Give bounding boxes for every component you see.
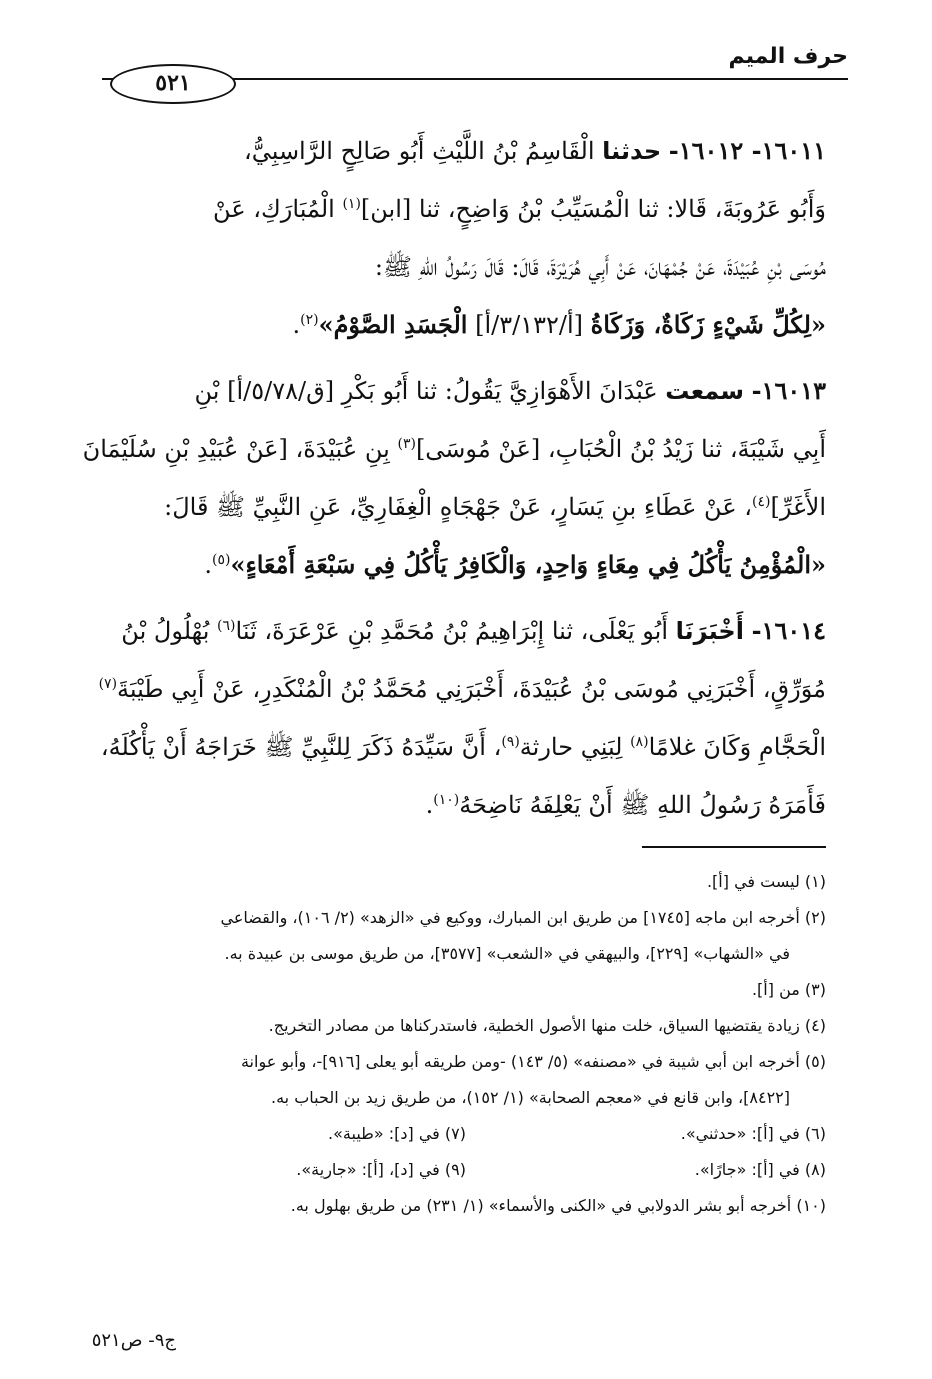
chapter-title: حرف الميم <box>728 44 848 69</box>
footnote-ref: (١٠) <box>433 792 460 808</box>
text-segment: لِبَنِي حارثة <box>519 733 623 761</box>
page-header <box>40 30 848 96</box>
text-segment: الْقَاسِمُ بْنُ اللَّيْثِ أَبُو صَالِحٍ الرَّاسِبِيُّ، <box>243 137 595 165</box>
hadith-number: ١٦٠١٤- <box>751 616 826 645</box>
prophetic-saying: «لِكُلِّ شَيْءٍ زَكَاةٌ، وَزَكَاةُ <box>590 310 826 339</box>
text-segment: مُوسَى بْنِ عُبَيْدَةَ، عَنْ جُمْهَانَ، عَنْ أَبِي هُرَيْرَةَ، قَالَ: قَالَ رَسُولُ اللهِ ﷺ: <box>374 253 826 281</box>
main-text <box>52 122 826 842</box>
text-segment: الْمُبَارَكِ، عَنْ <box>213 195 335 223</box>
footnote-ref: (٩) <box>501 734 520 750</box>
footnote-row <box>52 1152 826 1188</box>
manuscript-ref: [أ/٣/١٣٢/أ] <box>475 311 583 339</box>
text-segment: . <box>292 311 301 339</box>
footnote-ref: (٢) <box>300 312 319 328</box>
footnote-2-continued: في «الشهاب» [٢٢٩]، والبيهقي في «الشعب» [٣٥٧٧]، من طريق موسى بن عبيدة به. <box>224 944 790 963</box>
footnote-separator <box>642 846 826 848</box>
footnote-3: (٣) من [أ]. <box>751 980 826 999</box>
text-segment: . <box>425 791 434 819</box>
footnote-ref: (٨) <box>630 734 649 750</box>
footnotes <box>52 864 826 1224</box>
footnote-5-continued: [٨٤٢٢]، وابن قانع في «معجم الصحابة» (١/ ١٥٢)، من طريق زيد بن الحباب به. <box>271 1088 790 1107</box>
footnote-1: (١) ليست في [أ]. <box>706 872 826 891</box>
narration-keyword: سمعت <box>665 377 744 405</box>
footnote-ref: (٧) <box>98 676 118 692</box>
footnote-ref: (٦) <box>217 618 236 634</box>
text-segment: ، عَنْ عَطَاءِ بنِ يَسَارٍ، عَنْ جَهْجَاهٍ الْغِفَارِيِّ، عَنِ النَّبِيِّ ﷺ قَالَ: <box>164 493 753 521</box>
footnote-6: (٦) في [أ]: «حدثني». <box>680 1124 826 1143</box>
hadith-number: ١٦٠١١- ١٦٠١٢- <box>668 136 826 165</box>
footnote-8: (٨) في [أ]: «جارًا». <box>694 1160 826 1179</box>
footnote-10: (١٠) أخرجه أبو بشر الدولابي في «الكنى والأسماء» (١/ ٢٣١) من طريق بهلول به. <box>290 1196 826 1215</box>
text-segment: فَأَمَرَهُ رَسُولُ اللهِ ﷺ أَنْ يَعْلِفَهُ نَاضِحَهُ <box>459 791 826 819</box>
text-segment: أَبُو يَعْلَى، ثنا إِبْرَاهِيمُ بْنُ مُحَمَّدِ بْنِ عَرْعَرَةَ، ثَنَا <box>235 617 669 645</box>
footnote-ref: (١) <box>342 196 361 212</box>
hadith-16013 <box>52 362 826 594</box>
volume-page-footer: ج٩- ص٥٢١ <box>91 1330 176 1351</box>
footnote-ref: (٤) <box>752 494 771 510</box>
footnote-2: (٢) أخرجه ابن ماجه [١٧٤٥] من طريق ابن المبارك، ووكيع في «الزهد» (٢/ ١٠٦)، والقضاعي <box>220 908 826 927</box>
text-segment: عَبْدَانَ الأَهْوَازِيَّ يَقُولُ: ثنا أَبُو بَكْرِ [ق/٥/٧٨/أ] بْنِ <box>194 377 658 405</box>
text-segment: أَبِي شَيْبَةَ، ثنا زَيْدُ بْنُ الْحُبَابِ، [عَنْ مُوسَى] <box>415 435 826 463</box>
text-segment: وَأَبُو عَرُوبَةَ، قَالا: ثنا الْمُسَيِّبُ بْنُ وَاضِحٍ، ثنا [ابن] <box>360 195 826 223</box>
footnote-9: (٩) في [د]، [أ]: «جارية». <box>296 1160 466 1179</box>
footnote-4: (٤) زيادة يقتضيها السياق، خلت منها الأصول الخطية، فاستدركناها من مصادر التخريج. <box>268 1016 826 1035</box>
narration-keyword: أَخْبَرَنَا <box>675 617 744 645</box>
hadith-number: ١٦٠١٣- <box>751 376 826 405</box>
hadith-16011 <box>52 122 826 354</box>
hadith-16014 <box>52 602 826 834</box>
text-segment: الْحَجَّامِ وَكَانَ غلامًا <box>648 733 826 761</box>
text-segment: بِنِ عُبَيْدَةَ، [عَنْ عُبَيْدِ بْنِ سُلَيْمَانَ <box>82 435 390 463</box>
footnote-ref: (٣) <box>397 436 416 452</box>
text-segment: ، أَنَّ سَيِّدَهُ ذَكَرَ لِلنَّبِيِّ ﷺ خَرَاجَهُ أَنْ يَأْكُلَهُ، <box>100 733 502 761</box>
prophetic-saying: «الْمُؤْمِنُ يَأْكُلُ فِي مِعَاءٍ وَاحِدٍ، وَالْكَافِرُ يَأْكُلُ فِي سَبْعَةِ أَمْعَاءٍ» <box>230 550 826 579</box>
prophetic-saying: الْجَسَدِ الصَّوْمُ» <box>318 310 468 339</box>
footnote-7: (٧) في [د]: «طيبة». <box>328 1124 466 1143</box>
footnote-ref: (٥) <box>211 552 231 568</box>
footnote-row <box>52 1116 826 1152</box>
narration-keyword: حدثنا <box>602 137 662 165</box>
text-segment: بُهْلُولُ بْنُ <box>121 617 210 645</box>
text-segment: الأَغَرِّ] <box>770 493 826 521</box>
footnote-5: (٥) أخرجه ابن أبي شيبة في «مصنفه» (٥/ ١٤٣) -ومن طريقه أبو يعلى [٩١٦]-، وأبو عوانة <box>240 1052 826 1071</box>
page-number-oval: ٥٢١ <box>110 64 236 104</box>
text-segment: مُوَرِّقٍ، أَخْبَرَنِي مُوسَى بْنُ عُبَيْدَةَ، أَخْبَرَنِي مُحَمَّدُ بْنُ الْمُنْكَدِرِ، عَنْ أَبِي طَيْبَةَ <box>117 675 826 703</box>
text-segment: . <box>204 551 212 579</box>
